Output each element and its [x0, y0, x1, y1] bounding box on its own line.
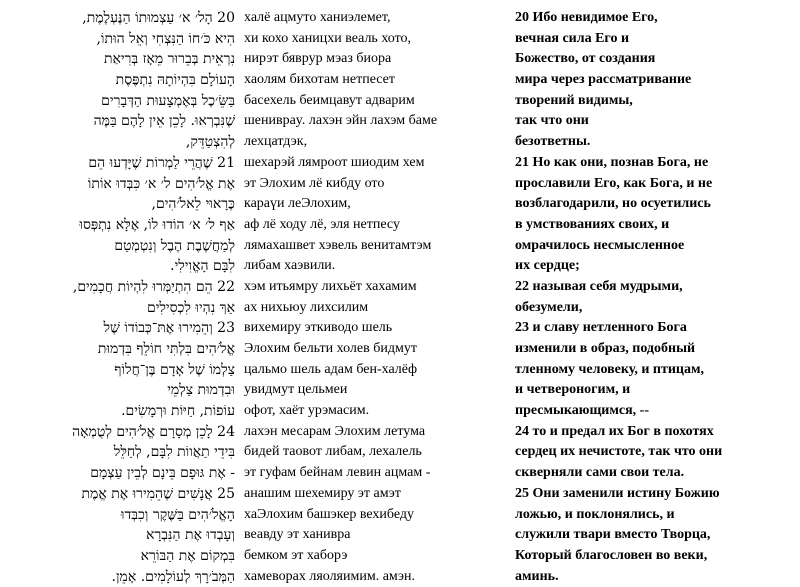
hebrew-line: נִרְאֵית בְּבֵרוּר מֵאָז בְּרִיאַת — [103, 51, 235, 68]
transliteration-line: ах нихьюу лихсилим — [244, 299, 369, 315]
russian-line: аминь. — [515, 568, 559, 584]
russian-column — [515, 8, 795, 587]
hebrew-line: אַךְ נִהְיוּ לִכְסִילִים — [146, 299, 235, 316]
transliteration-line: хэм итьямру лихьёт хахамим — [244, 278, 417, 294]
russian-line: Божество, от создания — [515, 51, 656, 67]
transliteration-line: эт гуфам бейнам левин ацмам - — [244, 465, 431, 481]
hebrew-line: 22 הֵם הִתְיַמְּרוּ לִהְיוֹת חֲכָמִים, — [72, 278, 235, 295]
transliteration-line: хи кохо ханицхи веаль хото, — [244, 30, 412, 46]
hebrew-line: צַלְמוֹ שֶׁל אָדָם בֶּן־חֲלוֹף — [114, 361, 235, 378]
transliteration-line: бидей таовот либам, лехалель — [244, 444, 422, 460]
transliteration-line: аф лё ходу лё, эля нетпесу — [244, 216, 400, 232]
russian-line: 23 и славу нетленного Бога — [515, 320, 687, 336]
transliteration-line: цальмо шель адам бен-халёф — [244, 361, 418, 377]
hebrew-line: הִיא כֹּ׳חוֹ הַנִּצְחִי וְאֵל הוּתוֹ, — [96, 30, 235, 47]
russian-line: служили твари вместо Творца, — [515, 527, 711, 543]
hebrew-line: הָעוֹלָם בִּהְיוֹתָהּ נִתְפֶּסֶת — [115, 72, 235, 89]
transliteration-column — [244, 8, 499, 587]
transliteration-line: нирэт бявруp мэаз биора — [244, 51, 392, 67]
hebrew-column — [30, 8, 235, 587]
hebrew-line: לִבָּם הָאֱוִילִי. — [170, 258, 235, 275]
transliteration-line: эт Элохим лё кибду ото — [244, 175, 385, 191]
russian-line: пресмыкающимся, -- — [515, 403, 650, 419]
hebrew-line: הַמְּבֹ׳רָךְ לְעוֹלָמִים. אָמֵן. — [111, 568, 235, 585]
hebrew-line: בַּשֵּׂ׳כֶל בְּאֶמְצָעוּת הַדְּבָרִים — [101, 92, 235, 109]
russian-line: 21 Но как они, познав Бога, не — [515, 154, 709, 170]
russian-line: скверняли сами свои тела. — [515, 465, 685, 481]
hebrew-line: 25 אֲנָשִׁים שֶׁהֵמִירוּ אֶת אֱמֶת — [81, 485, 235, 502]
russian-line: вечная сила Его и — [515, 30, 630, 46]
hebrew-line: לְהִצְטַדֵּק, — [185, 134, 235, 151]
hebrew-line: 23 וְהֵמִירוּ אֶתּ־כְּבוֹדוֹ שֶׁל — [103, 320, 235, 337]
transliteration-line: увидмут цельмеи — [244, 382, 348, 398]
transliteration-line: веавду эт ханивра — [244, 527, 351, 543]
russian-line: омрачилось несмысленное — [515, 237, 685, 253]
hebrew-line: 21 שֶׁהֲרֵי לַמְרוֹת שֶׁיָּדְעוּ הֵם — [88, 154, 235, 171]
transliteration-line: шехарэй лямроот шиодим хем — [244, 154, 425, 170]
russian-line: обезумели, — [515, 299, 583, 315]
hebrew-line: בִּמְקוֹם אֶת הַבּוֹרֵא — [140, 547, 235, 564]
hebrew-line: וְעָבְדוּ אֶת הַנִּבְרָא — [145, 527, 235, 544]
russian-line: 25 Они заменили истину Божию — [515, 485, 720, 501]
hebrew-line: 24 לָכֵן מְסָרָם אֱלֹ׳הִים לְטֻמְאָה — [72, 423, 235, 440]
transliteration-line: либам хаэвили. — [244, 258, 336, 274]
hebrew-line: אֱלֹ׳הִים בִּלְתִּי חוֹלֵף בִּדְמוּת — [97, 341, 235, 357]
transliteration-line: хаолям бихотам нетпесет — [244, 72, 395, 88]
transliteration-line: бемком эт хаборэ — [244, 547, 348, 563]
transliteration-line: басехель беимцавут адварим — [244, 92, 415, 108]
russian-line: изменили в образ, подобный — [515, 341, 696, 356]
transliteration-line: Элохим бельти холев бидмут — [244, 341, 417, 356]
russian-line: Который благословен во веки, — [515, 547, 708, 563]
transliteration-line: вихемиру эткиводо шель — [244, 320, 393, 336]
russian-line: их сердце; — [515, 258, 580, 274]
transliteration-line: халё ацмуто ханиэлемет, — [244, 10, 391, 25]
russian-line: ложью, и поклонялись, и — [515, 506, 675, 522]
hebrew-line: וּבִדְמוּת צַלְמֵי — [167, 382, 235, 399]
transliteration-line: офот, хаёт урэмасим. — [244, 403, 370, 419]
russian-line: в умствованиях своих, и — [515, 216, 670, 232]
russian-line: безответны. — [515, 134, 591, 150]
transliteration-line: анашим шехемиру эт амэт — [244, 485, 401, 501]
transliteration-line: лехцатдэк, — [244, 134, 308, 150]
russian-line: и четвероногим, и — [515, 382, 631, 398]
hebrew-line: 20 הָל׳ א׳ עַצְמוּתוֹ הַנֶּעְלֶמֶת, — [82, 10, 235, 26]
russian-line: возблагодарили, но осуетились — [515, 196, 711, 212]
russian-line: прославили Его, как Бога, и не — [515, 175, 713, 191]
russian-line: мира через рассматривание — [515, 72, 692, 88]
russian-line: так что они — [515, 113, 589, 129]
russian-line: сердец их нечистоте, так что они — [515, 444, 723, 460]
hebrew-line: לְמַחֲשֶׁבֶת הֶבֶל וְנִטְמְטַם — [114, 237, 235, 254]
hebrew-line: בִּידֵי תַאֲווֹת לִבָּם, לְחַלֵּל — [113, 444, 235, 461]
hebrew-line: - אֶת גּוּפָם בֵּינָם לְבֵין עַצְמָם — [90, 465, 235, 482]
transliteration-line: хаЭлохим башэкер вехибеду — [244, 506, 415, 522]
transliteration-line: караүи леЭлохим, — [244, 196, 351, 212]
transliteration-line: лямахашвет хэвель венитамтэм — [244, 237, 432, 253]
hebrew-line: עוֹפוֹת, חַיּוֹת וּרְמָשִׂים. — [121, 403, 235, 420]
transliteration-line: шенивраy. лахэн эйн лахэм баме — [244, 113, 438, 129]
russian-line: 24 то и предал их Бог в похотях — [515, 423, 714, 439]
hebrew-line: כֶּרָאוּי לֵאלֹ׳הִים, — [151, 196, 235, 213]
transliteration-line: хамеворах ляоляимим. амэн. — [244, 568, 415, 584]
transliteration-line: лахэн месарам Элохим летума — [244, 423, 426, 439]
hebrew-line: אַף ל׳ א׳ הוֹדוּ לוֹ, אֶלָּא נִתְפְּסוּ — [79, 216, 235, 233]
russian-line: творений видимы, — [515, 92, 633, 108]
hebrew-line: שֶׁנִּבְרְאוּ. לָכֵן אֵין לָהֶם בַּמֶּה — [93, 113, 235, 130]
russian-line: 22 называя себя мудрыми, — [515, 278, 683, 294]
hebrew-line: אֶת אֱלֹ׳הִים ל׳ א׳ כִּבְּדוּ אוֹתוֹ — [87, 175, 235, 192]
russian-line: тленному человеку, и птицам, — [515, 361, 705, 377]
russian-line: 20 Ибо невидимое Его, — [515, 10, 658, 25]
hebrew-line: הָאֱלֹ׳הִים בַּשֶּׁקֶר וְכִבְּדוּ — [120, 506, 235, 523]
